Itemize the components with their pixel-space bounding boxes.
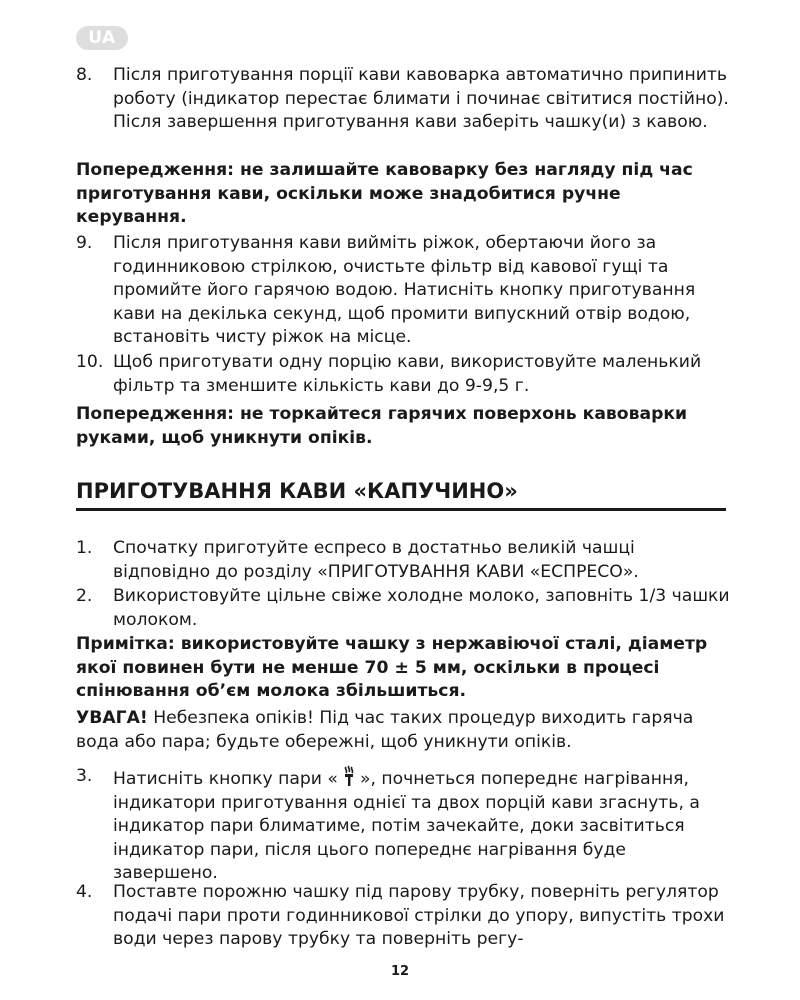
list-text-before-icon: Натисніть кнопку пари «: [113, 769, 338, 789]
list-item-1: [76, 537, 736, 584]
list-item-9: [76, 232, 736, 350]
list-text: Після приготування порції кави кавоварка автоматично припинить роботу (індикатор перестає блимати і починає світитися постійно). Після завершення приготування кави заберіть чашку(и) з кавою.: [113, 65, 729, 133]
list-number: 10.: [76, 352, 104, 372]
steam-icon: [338, 765, 360, 787]
list-text: Щоб приготувати одну порцію кави, використовуйте маленький фільтр та зменшите кількість кави до 9-9,5 г.: [113, 352, 702, 396]
page-number: 12: [390, 964, 410, 979]
list-text-after-icon: », почнеться попереднє нагрівання, індикатори приготування однієї та двох порцій кави згаснуть, а індикатор пари блиматиме, потім зачекайте, доки засвітиться індикатор пари, після цього попереднє нагрівання буде завершено.: [113, 769, 700, 884]
list-number: 1.: [76, 538, 93, 558]
list-number: 4.: [76, 882, 93, 902]
language-badge: UA: [76, 26, 128, 50]
list-number: 8.: [76, 65, 93, 85]
section-heading: ПРИГОТУВАННЯ КАВИ «КАПУЧИНО»: [76, 479, 518, 503]
list-number: 9.: [76, 233, 93, 253]
caution-text: Небезпека опіків! Під час таких процедур виходить гаряча вода або пара; будьте обережні, щоб уникнути опіків.: [76, 708, 694, 752]
list-text: [113, 765, 736, 886]
list-number: 3.: [76, 766, 93, 786]
list-text: Після приготування кави вийміть ріжок, обертаючи його за годинниковою стрілкою, очистьте фільтр від кавової гущі та промийте його гарячою водою. Натисніть кнопку приготування кави на декілька секунд, щоб промити випускний отвір водою, встановіть чисту ріжок на місце.: [113, 233, 696, 348]
list-number: 2.: [76, 586, 93, 606]
list-item-2: [76, 585, 736, 632]
caution-paragraph: [76, 707, 736, 754]
warning-paragraph: Попередження: не залишайте кавоварку без нагляду під час приготування кави, оскільки може знадобитися ручне керування.: [76, 160, 693, 228]
list-item-3: [76, 765, 736, 886]
warning-paragraph: Попередження: не торкайтеся гарячих поверхонь кавоварки руками, щоб уникнути опіків.: [76, 404, 688, 448]
list-item-8: [76, 64, 736, 135]
heading-underline: [76, 508, 726, 511]
list-text: Спочатку приготуйте еспресо в достатньо великій чашці відповідно до розділу «ПРИГОТУВАННЯ КАВИ «ЕСПРЕСО».: [113, 538, 639, 582]
list-text: Використовуйте цільне свіже холодне молоко, заповніть 1/3 чашки молоком.: [113, 586, 730, 630]
list-text: Поставте порожню чашку під парову трубку, поверніть регулятор подачі пари проти годинникової стрілки до упору, випустіть трохи води через парову трубку та поверніть регу-: [113, 882, 725, 950]
caution-label: УВАГА!: [76, 708, 148, 728]
note-paragraph: Примітка: використовуйте чашку з нержавіючої сталі, діаметр якої повинен бути не менше 70 ± 5 мм, оскільки в процесі спінювання об’єм молока збільшиться.: [76, 634, 708, 702]
list-item-4: [76, 881, 736, 952]
list-item-10: [76, 351, 736, 398]
